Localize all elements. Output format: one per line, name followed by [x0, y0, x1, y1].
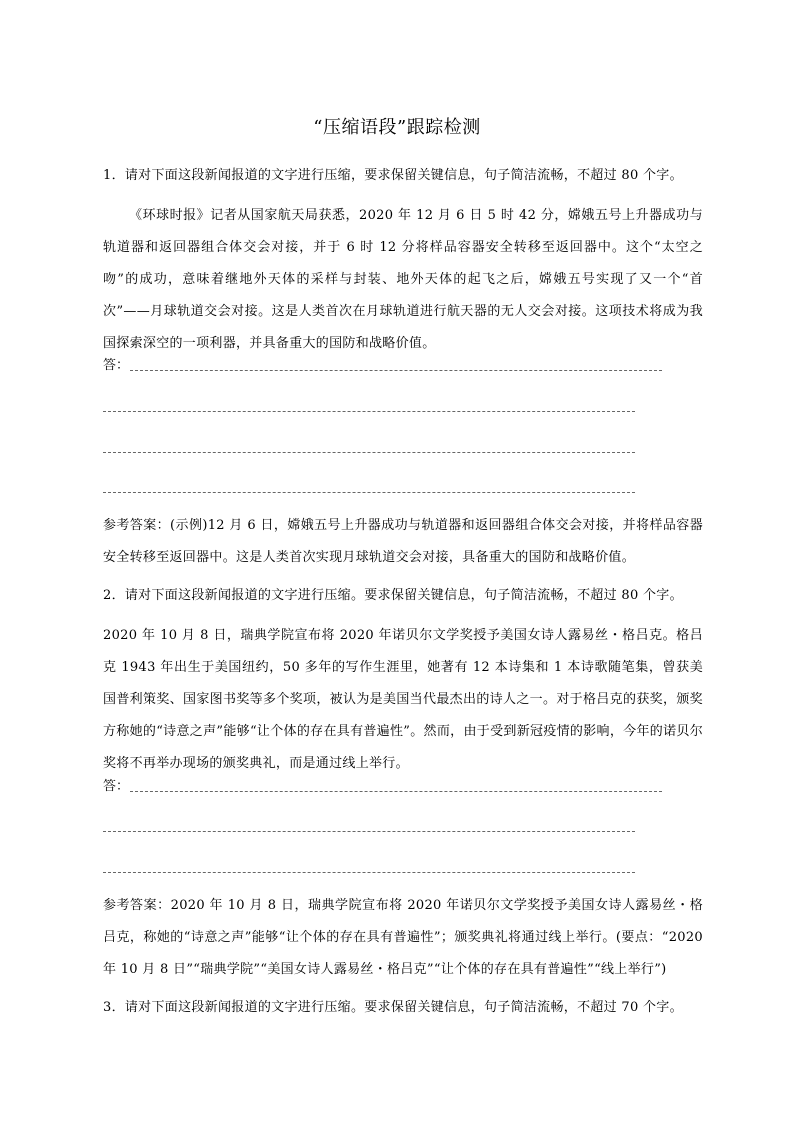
question-1-answer-line-3[interactable]	[103, 452, 635, 453]
question-2-reference-answer: 参考答案：2020 年 10 月 8 日，瑞典学院宣布将 2020 年诺贝尔文学奖授予美国女诗人露易丝・格吕克，称她的“诗意之声”能够“让个体的存在具有普遍性”；颁奖典礼将通过线上举行。(要点：“2020 年 10 月 8 日”“瑞典学院”“美国女诗人露易丝・格吕克”“让个体的存在具有普遍性”“线上举行”)	[103, 898, 703, 977]
question-2-answer-label: 答：	[103, 779, 130, 794]
question-2-answer-line-1[interactable]	[130, 791, 662, 792]
question-2-answer-line-3[interactable]	[103, 872, 635, 873]
question-3-prompt: 3．请对下面这段新闻报道的文字进行压缩。要求保留关键信息，句子简洁流畅，不超过 70 个字。	[103, 1000, 683, 1015]
question-1-reference-answer: 参考答案：(示例)12 月 6 日，嫦娥五号上升器成功与轨道器和返回器组合体交会对接，并将样品容器安全转移至返回器中。这是人类首次实现月球轨道交会对接，具备重大的国防和战略价值。	[103, 518, 703, 565]
question-1-answer-line-1[interactable]	[130, 370, 662, 371]
question-1-answer-label: 答：	[103, 358, 130, 373]
page-title: “压缩语段”跟踪检测	[313, 117, 481, 138]
question-1-prompt: 1．请对下面这段新闻报道的文字进行压缩，要求保留关键信息，句子简洁流畅，不超过 80 个字。	[103, 168, 683, 183]
question-2-passage: 2020 年 10 月 8 日，瑞典学院宣布将 2020 年诺贝尔文学奖授予美国女诗人露易丝・格吕克。格吕克 1943 年出生于美国纽约，50 多年的写作生涯里，她著有 12 本诗集和 1 本诗歌随笔集，曾获美国普利策奖、国家图书奖等多个奖项，被认为是美国当代最杰出的诗人之一。对于格吕克的获奖，颁奖方称她的“诗意之声”能够“让个体的存在具有普遍性”。然而，由于受到新冠疫情的影响，今年的诺贝尔奖将不再举办现场的颁奖典礼，而是通过线上举行。	[103, 628, 703, 771]
question-1-passage: 《环球时报》记者从国家航天局获悉，2020 年 12 月 6 日 5 时 42 分，嫦娥五号上升器成功与轨道器和返回器组合体交会对接，并于 6 时 12 分将样品容器安全转移至返回器中。这个“太空之吻”的成功，意味着继地外天体的采样与封装、地外天体的起飞之后，嫦娥五号实现了又一个“首次”——月球轨道交会对接。这是人类首次在月球轨道进行航天器的无人交会对接。这项技术将成为我国探索深空的一项利器，并具备重大的国防和战略价值。	[103, 208, 703, 351]
question-1-answer-line-4[interactable]	[103, 492, 635, 493]
question-2-answer-line-2[interactable]	[103, 831, 635, 832]
question-2-prompt: 2．请对下面这段新闻报道的文字进行压缩。要求保留关键信息，句子简洁流畅，不超过 80 个字。	[103, 588, 683, 603]
question-1-answer-line-2[interactable]	[103, 411, 635, 412]
